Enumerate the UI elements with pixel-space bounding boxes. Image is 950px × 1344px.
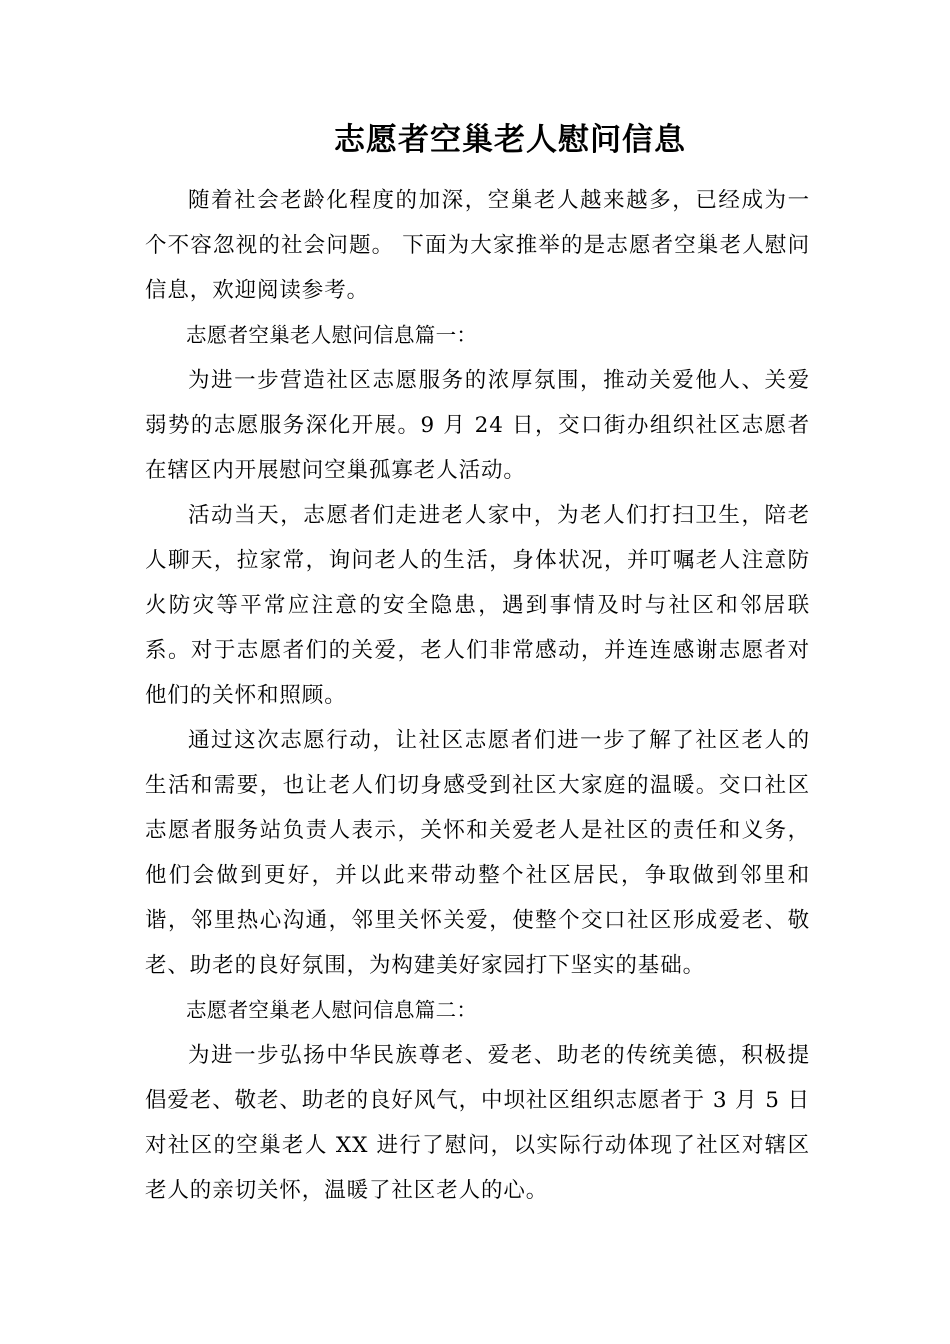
- body-paragraph: 为进一步营造社区志愿服务的浓厚氛围，推动关爱他人、关爱弱势的志愿服务深化开展。9 月 24 日，交口街办组织社区志愿者在辖区内开展慰问空巢孤寡老人活动。: [145, 368, 810, 483]
- document-title: 志愿者空巢老人慰问信息: [334, 122, 686, 158]
- document-body: [145, 178, 810, 1213]
- section-heading-2: 志愿者空巢老人慰问信息篇二：: [186, 998, 478, 1022]
- intro-paragraph: 随着社会老龄化程度的加深，空巢老人越来越多，已经成为一个不容忽视的社会问题。 下面为大家推举的是志愿者空巢老人慰问信息，欢迎阅读参考。: [145, 188, 810, 303]
- body-paragraph: 为进一步弘扬中华民族尊老、爱老、助老的传统美德，积极提倡爱老、敬老、助老的良好风气，中坝社区组织志愿者于 3 月 5 日对社区的空巢老人 XX 进行了慰问，以实际行动体现了社区对辖区老人的亲切关怀，温暖了社区老人的心。: [145, 1043, 810, 1203]
- section-heading-1: 志愿者空巢老人慰问信息篇一：: [186, 323, 478, 347]
- body-paragraph: 活动当天，志愿者们走进老人家中，为老人们打扫卫生，陪老人聊天，拉家常，询问老人的生活，身体状况，并叮嘱老人注意防火防灾等平常应注意的安全隐患，遇到事情及时与社区和邻居联系。对于志愿者们的关爱，老人们非常感动，并连连感谢志愿者对他们的关怀和照顾。: [145, 503, 810, 708]
- body-paragraph: 通过这次志愿行动，让社区志愿者们进一步了解了社区老人的生活和需要，也让老人们切身感受到社区大家庭的温暖。交口社区志愿者服务站负责人表示，关怀和关爱老人是社区的责任和义务，他们会做到更好，并以此来带动整个社区居民，争取做到邻里和谐，邻里热心沟通，邻里关怀关爱，使整个交口社区形成爱老、敬老、助老的良好氛围，为构建美好家园打下坚实的基础。: [145, 728, 810, 978]
